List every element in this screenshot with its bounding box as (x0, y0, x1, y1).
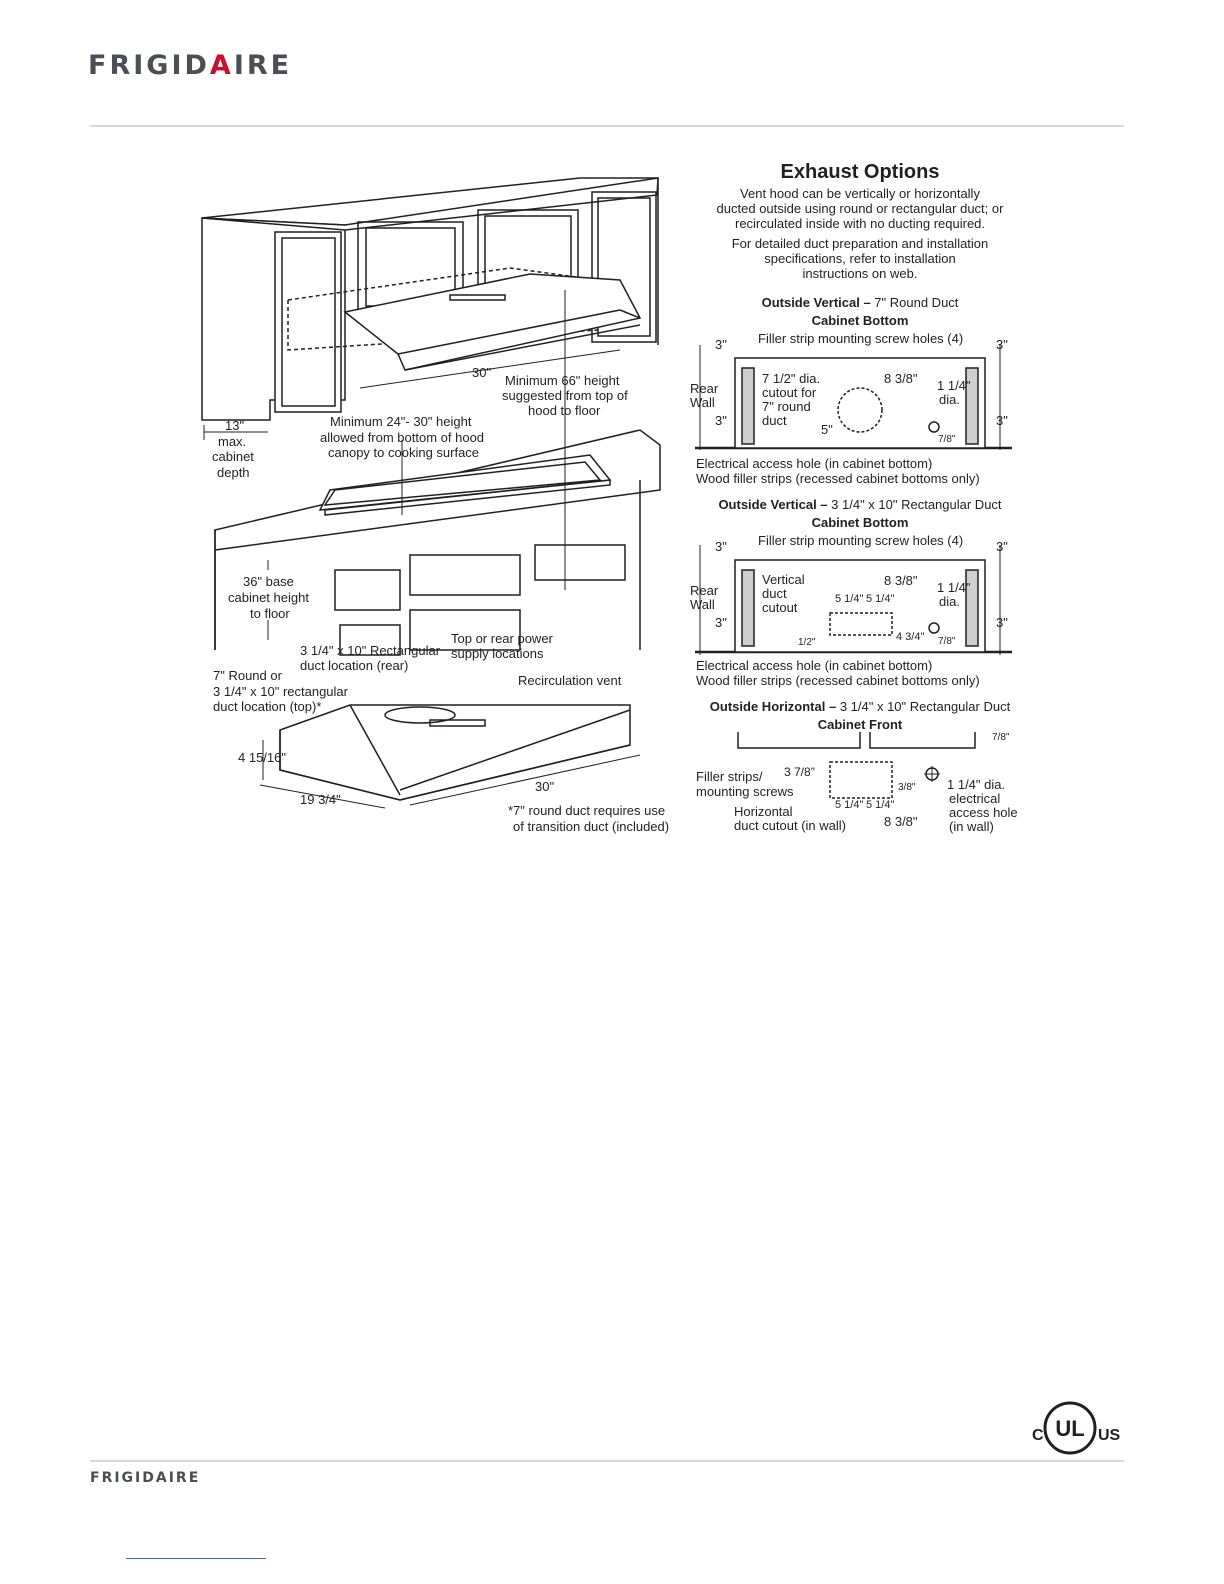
dim-height-4: 4 15/16" (238, 750, 286, 765)
min24-line-1: Minimum 24"- 30" height (330, 414, 472, 429)
d2-dia: dia. (939, 594, 960, 609)
d2-title: Outside Vertical – 3 1/4" x 10" Rectangular Duct (718, 497, 1002, 512)
svg-text:UL: UL (1055, 1416, 1085, 1441)
d2-dim-12: 1/2" (798, 637, 816, 648)
d1-wall: Wall (690, 395, 715, 410)
d1-dim-78: 7/8" (938, 434, 956, 445)
round-top-line-3: duct location (top)* (213, 699, 322, 714)
d2-subtitle: Cabinet Bottom (811, 515, 909, 530)
d3-dim-378: 3 7/8" (784, 765, 815, 779)
d1-dim-3d: 3" (996, 413, 1008, 428)
depth13-line-1: 13" (225, 418, 245, 433)
footer-frigidaire-logo: FRIGIDAIRE (90, 1470, 201, 1486)
d3-title: Outside Horizontal – 3 1/4" x 10" Rectangular Duct (709, 699, 1011, 714)
d1-dia: dia. (939, 392, 960, 407)
min24-line-3: canopy to cooking surface (328, 445, 480, 460)
d3-subtitle: Cabinet Front (817, 717, 903, 732)
installation-figure (180, 150, 1060, 850)
d2-dim-114: 1 1/4" (937, 580, 971, 595)
d2-vert-line-3: cutout (762, 600, 798, 615)
d2-elec-label: Electrical access hole (in cabinet bottom) (696, 658, 933, 673)
d1-dim-114: 1 1/4" (937, 378, 971, 393)
d3-hole-line-3: access hole (949, 805, 1018, 820)
footer-link-underline[interactable] (126, 1558, 266, 1559)
d3-filler-line-1: Filler strips/ (696, 769, 763, 784)
transition-note-line-1: *7" round duct requires use (508, 803, 666, 818)
power-line-1: Top or rear power (451, 631, 553, 646)
d2-wood-label: Wood filler strips (recessed cabinet bottoms only) (696, 673, 980, 688)
d1-title: Outside Vertical – 7" Round Duct (761, 295, 959, 310)
d1-rear: Rear (690, 381, 719, 396)
d2-dim-3b: 3" (996, 539, 1008, 554)
min66-line-1: Minimum 66" height (505, 373, 620, 388)
d2-rear: Rear (690, 583, 719, 598)
frigidaire-logo: FRIGIDAIRE (88, 50, 293, 81)
d1-dim-3a: 3" (715, 337, 727, 352)
intro-line-2: ducted outside using round or rectangular duct; or (716, 201, 1004, 216)
round-top-line-1: 7" Round or (213, 668, 282, 683)
base36-line-1: 36" base (243, 574, 294, 589)
header-divider (90, 125, 1124, 127)
d1-dim-838: 8 3/8" (884, 371, 918, 386)
recirc-label: Recirculation vent (518, 673, 622, 688)
d1-wood-label: Wood filler strips (recessed cabinet bottoms only) (696, 471, 980, 486)
intro-line-4: For detailed duct preparation and installation (731, 236, 989, 251)
base36-line-2: cabinet height (228, 590, 309, 605)
d2-vert-line-2: duct (762, 586, 787, 601)
d2-dim-838: 8 3/8" (884, 573, 918, 588)
svg-text:C: C (1032, 1427, 1044, 1444)
d2-dim-3a: 3" (715, 539, 727, 554)
exhaust-options-title: Exhaust Options (780, 161, 940, 183)
dim-width-30-top: 30" (472, 365, 492, 380)
d3-horiz-line-2: duct cutout (in wall) (734, 818, 846, 833)
d2-dim-514b: 5 1/4" (866, 593, 895, 605)
depth13-line-4: depth (217, 465, 250, 480)
d3-dim-838: 8 3/8" (884, 814, 918, 829)
d3-hole-line-2: electrical (949, 791, 1001, 806)
logo-triangle-a: A (209, 50, 234, 81)
d1-cut-line-1: 7 1/2" dia. (762, 371, 821, 386)
d3-dim-514a: 5 1/4" (835, 799, 864, 811)
depth13-line-2: max. (218, 434, 247, 449)
d2-dim-514a: 5 1/4" (835, 593, 864, 605)
min24-line-2: allowed from bottom of hood (320, 430, 485, 445)
min66-line-2: suggested from top of (502, 388, 628, 403)
depth13-line-3: cabinet (212, 449, 254, 464)
d3-filler-line-2: mounting screws (696, 784, 794, 799)
d1-cut-line-3: 7" round (762, 399, 811, 414)
d3-dim-78: 7/8" (992, 732, 1010, 743)
d2-dim-434: 4 3/4" (896, 631, 925, 643)
base36-line-3: to floor (250, 606, 290, 621)
intro-line-6: instructions on web. (802, 266, 918, 281)
d1-elec-label: Electrical access hole (in cabinet bottom) (696, 456, 933, 471)
d1-dim-3b: 3" (996, 337, 1008, 352)
d2-filler-label: Filler strip mounting screw holes (4) (758, 533, 964, 548)
d2-wall: Wall (690, 597, 715, 612)
d3-horiz-line-1: Horizontal (734, 804, 793, 819)
d1-dim-5: 5" (821, 422, 833, 437)
round-top-line-2: 3 1/4" x 10" rectangular (213, 684, 348, 699)
d1-dim-3c: 3" (715, 413, 727, 428)
power-line-2: supply locations (451, 646, 544, 661)
d3-dim-38: 3/8" (898, 782, 916, 793)
intro-line-1: Vent hood can be vertically or horizontally (740, 186, 980, 201)
transition-note-line-2: of transition duct (included) (513, 819, 670, 834)
diagram-vertical-round (695, 345, 1012, 450)
svg-text:US: US (1098, 1427, 1121, 1444)
d3-dim-514b: 5 1/4" (866, 799, 895, 811)
d3-hole-line-4: (in wall) (949, 819, 994, 834)
intro-line-3: recirculated inside with no ducting required. (734, 216, 986, 231)
d1-filler-label: Filler strip mounting screw holes (4) (758, 331, 964, 346)
d1-cut-line-2: cutout for (762, 385, 817, 400)
dim-depth-19: 19 3/4" (300, 792, 341, 807)
d2-dim-3d: 3" (996, 615, 1008, 630)
intro-line-5: specifications, refer to installation (764, 251, 956, 266)
d1-cut-line-4: duct (762, 413, 787, 428)
min66-line-3: hood to floor (528, 403, 601, 418)
rect-rear-line-1: 3 1/4" x 10" Rectangular (300, 643, 441, 658)
footer-divider (90, 1460, 1124, 1462)
d2-dim-78: 7/8" (938, 636, 956, 647)
d1-subtitle: Cabinet Bottom (811, 313, 909, 328)
d2-vert-line-1: Vertical (762, 572, 805, 587)
cul-us-certification-mark (1030, 1400, 1126, 1456)
rect-rear-line-2: duct location (rear) (300, 658, 409, 673)
dim-width-30-bottom: 30" (535, 779, 555, 794)
d2-dim-3c: 3" (715, 615, 727, 630)
d3-hole-line-1: 1 1/4" dia. (947, 777, 1006, 792)
